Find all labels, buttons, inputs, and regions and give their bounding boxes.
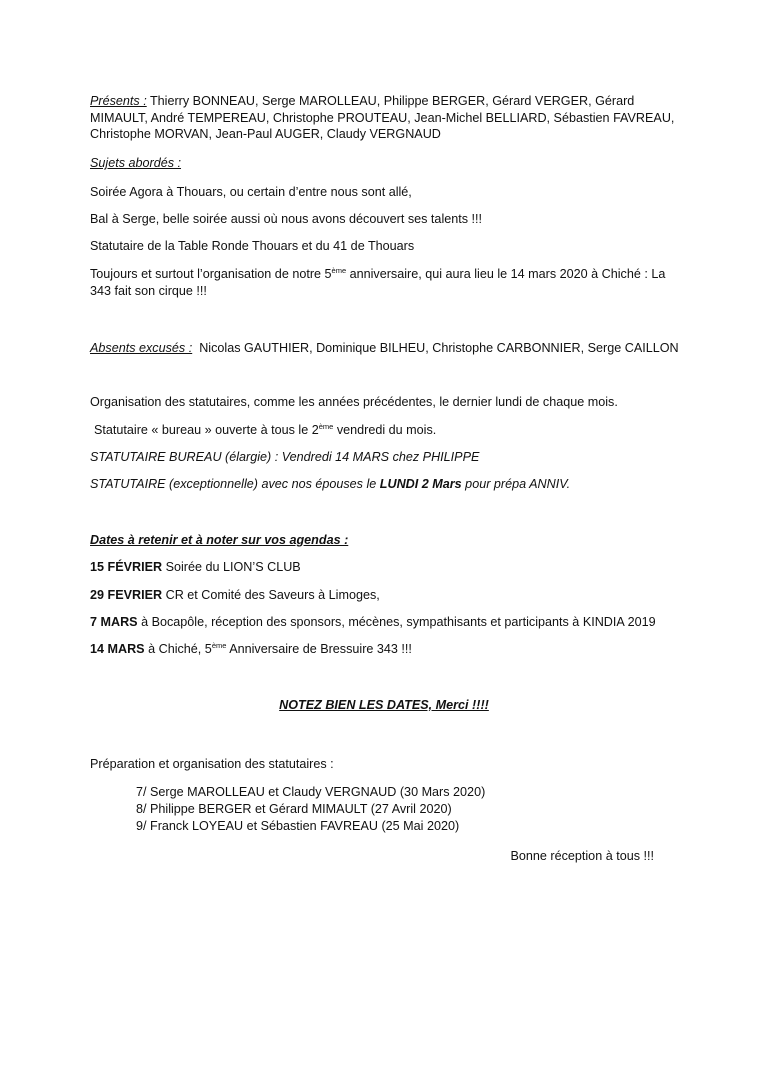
exc-bold: LUNDI 2 Mars [379, 477, 462, 491]
preparation-item: 8/ Philippe BERGER et Gérard MIMAULT (27 Avril 2020) [136, 802, 452, 816]
date-item [90, 587, 680, 604]
sujet-item: Soirée Agora à Thouars, ou certain d’entre nous sont allé, [90, 185, 412, 199]
anniv-sup: ème [331, 266, 347, 275]
anniv-text-after: anniversaire, qui aura lieu le 14 mars 2020 à Chiché : La 343 fait son cirque !!! [90, 267, 666, 298]
sujet-anniversaire [90, 266, 680, 299]
dates-heading [90, 532, 680, 549]
sujet-item: Bal à Serge, belle soirée aussi où nous avons découvert ses talents !!! [90, 212, 483, 226]
date-value: 15 FÉVRIER [90, 560, 163, 574]
date-value: 7 MARS [90, 615, 138, 629]
preparation-item: 7/ Serge MAROLLEAU et Claudy VERGNAUD (30 Mars 2020) [136, 785, 486, 799]
absents-label: Absents excusés : [90, 341, 193, 355]
date-value: 14 MARS [90, 642, 145, 656]
absents-paragraph [90, 340, 680, 357]
exc-text-after: pour prépa ANNIV. [461, 477, 571, 491]
statutaire-elargie-line: STATUTAIRE BUREAU (élargie) : Vendredi 14 MARS chez PHILIPPE [90, 450, 480, 464]
dates-label: Dates à retenir et à noter sur vos agendas : [90, 533, 349, 547]
absents-names: Nicolas GAUTHIER, Dominique BILHEU, Christophe CARBONNIER, Serge CAILLON [199, 341, 679, 355]
date-text: à Bocapôle, réception des sponsors, mécènes, sympathisants et participants à KINDIA 2019 [137, 615, 656, 629]
closing-line: Bonne réception à tous !!! [510, 849, 654, 863]
date-text: Soirée du LION’S CLUB [162, 560, 301, 574]
presents-label: Présents : [90, 94, 147, 108]
date-text-after: Anniversaire de Bressuire 343 !!! [226, 642, 412, 656]
date-sup: ème [211, 641, 227, 650]
notez-text: NOTEZ BIEN LES DATES, Merci !!!! [279, 698, 489, 712]
presents-paragraph [90, 93, 680, 143]
sujet-item: Statutaire de la Table Ronde Thouars et du 41 de Thouars [90, 239, 415, 253]
date-item [90, 614, 680, 631]
date-text: CR et Comité des Saveurs à Limoges, [162, 588, 380, 602]
bureau-text: Statutaire « bureau » ouverte à tous le 2 [94, 423, 319, 437]
date-item [90, 559, 680, 576]
statutaire-exceptionnelle-line [90, 476, 680, 493]
sujets-label: Sujets abordés : [90, 156, 182, 170]
preparation-heading: Préparation et organisation des statutaires : [90, 757, 334, 771]
bureau-sup: ème [318, 422, 334, 431]
statutaire-bureau-line [94, 422, 684, 439]
date-item [90, 641, 680, 658]
date-text: à Chiché, 5 [144, 642, 212, 656]
bureau-text-after: vendredi du mois. [333, 423, 437, 437]
sujets-heading [90, 155, 680, 172]
exc-text: STATUTAIRE (exceptionnelle) avec nos épouses le [90, 477, 380, 491]
date-value: 29 FEVRIER [90, 588, 163, 602]
preparation-item: 9/ Franck LOYEAU et Sébastien FAVREAU (25 Mai 2020) [136, 819, 460, 833]
notez-banner [0, 697, 768, 714]
organisation-line: Organisation des statutaires, comme les années précédentes, le dernier lundi de chaque mois. [90, 395, 618, 409]
presents-names: Thierry BONNEAU, Serge MAROLLEAU, Philippe BERGER, Gérard VERGER, Gérard MIMAULT, André TEMPEREAU, Christophe PROUTEAU, Jean-Michel BELLIARD, Sébastien FAVREAU, Christophe MORVAN, Jean-Paul AUGER, Claudy VERGNAUD [90, 94, 675, 142]
anniv-text: Toujours et surtout l’organisation de notre 5 [90, 267, 332, 281]
